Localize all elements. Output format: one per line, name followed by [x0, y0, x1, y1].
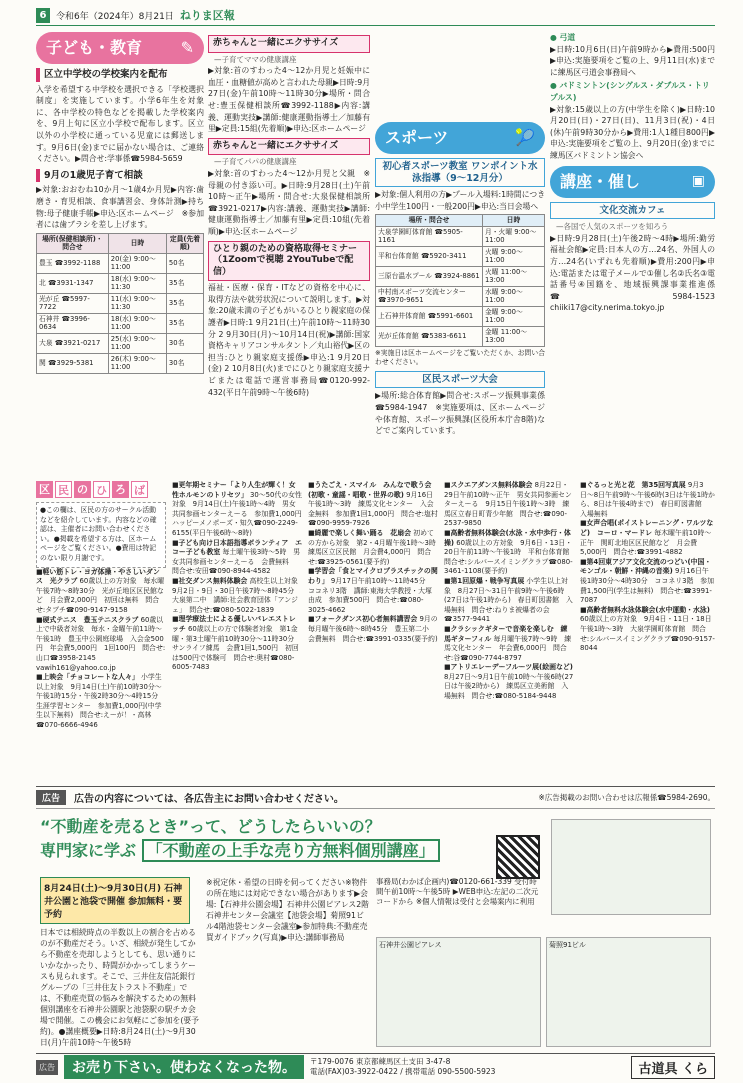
item-body: 9月16日午後1時〜3時 練馬文化センター 入会金無料 参加費1回1,000円 問合せ:塩村☎090-9959-7926 [308, 490, 438, 528]
ad-bar-text: 広告の内容については、各広告主にお問い合わせください。 [74, 794, 344, 805]
column-sports [375, 32, 545, 472]
table-cell: 中村南スポーツ交流センター ☎3970-9651 [376, 286, 483, 306]
list-item [308, 567, 438, 615]
footer-ad-label: 広告 [36, 1060, 58, 1075]
section-title-kids: 子ども・教育 [46, 38, 143, 58]
item-body: 8月22日・29日午前10時〜正午 男女共同参画センターえーる 9月15日午後1時〜3時 練馬区立春日町青少年館 問合せ:☎090-2537-9850 [444, 481, 572, 528]
section-header-kids [36, 32, 204, 64]
banner-char: ば [131, 481, 148, 498]
item-title: ■軽い筋トレ・ヨガ体操・やさしいダンス 光クラブ [36, 567, 160, 586]
header-rule [36, 25, 715, 26]
article-body-kumin-sports: ▶場所:総合体育館▶問合せ:スポーツ振興事業係☎5984-1947 ※実施要項は、区ホームページや体育館、スポーツ振興課(区役所本庁舎8階)などでご案内しています。 [375, 391, 545, 436]
item-body: 毎土曜午後3時〜5時 男女共同参画センターえーる 会費無料 問合せ:安田☎090-8944-4582 [172, 548, 301, 576]
swim-note: ※実施日は区ホームページをご覧いただくか、お問い合わせください。 [375, 348, 545, 366]
ad-headline-1: “不動産を売るとき”って、どうしたらいいの？ [40, 817, 381, 836]
table-cell: 豊玉 ☎3992-1188 [37, 253, 109, 273]
table-row [37, 333, 204, 353]
table-row [376, 226, 545, 246]
article-title-swim: 初心者スポーツ教室 ワンポイント水泳指導（9〜12月分） [375, 158, 545, 187]
item-body: 60歳以上で中級者対象 毎水・金曜午前11時〜午後1時 豊玉中公園庭球場 入会金500円 年会費5,000円 1回100円 問合せ:山口☎3958-2145 vawih161@yahoo.co.jp [36, 615, 166, 672]
list-item [172, 576, 305, 615]
column-sports-lecture [550, 32, 715, 472]
list-item [580, 606, 715, 654]
footer-shop: 古道具 くら [631, 1056, 715, 1079]
item-title: ■ぐるっと光と花 第35回写真展 [580, 481, 686, 489]
banner-char: ひ [93, 481, 110, 498]
item-title: ■うたごえ・スマイル みんなで歌う会(初歌・童謡・唱歌・世界の歌) [308, 481, 432, 499]
item-title: ■第4回東アジア文化交流のつどい(中国・モンゴル・朝鮮・沖縄の音楽) [580, 557, 712, 576]
ad-label: 広告 [36, 790, 66, 805]
banner-char: 区 [36, 481, 53, 498]
table-cell: 大泉学園町体育館 ☎5905-1161 [376, 226, 483, 246]
book-photo [551, 819, 711, 915]
table-cell: 北 ☎3931-1347 [37, 273, 109, 293]
hiroba-col-1 [36, 481, 166, 771]
list-item [308, 481, 438, 529]
item-body: 8月27日〜9月1日午前10時〜午後6時(27日は午後2時から) 練馬区立美術館 入場無料 問合せ:☎080-5184-9448 [444, 672, 574, 701]
table-cell: 大泉 ☎3921-0217 [37, 333, 109, 353]
item-title: ■硬式テニス 豊玉テニスクラブ [36, 615, 139, 624]
section-title-sports: スポーツ [385, 128, 449, 148]
event-name-kyudo: ● 弓道 [550, 33, 576, 42]
article-sub-baby-papa: —子育てパパの健康講座 [214, 157, 297, 167]
item-body: 9月16日午後1時30分〜4時30分 ココネリ3階 参加費1,500円(学生は無料) 問合せ:☎3991-7087 [580, 567, 715, 605]
item-body: 9月の毎月曜午後6時〜8時45分 豊玉第二小 会費無料 問合せ:☎3991-0335(要予約) [308, 615, 438, 643]
hiroba-col-2 [172, 481, 309, 771]
footer-address: 〒179-0076 東京都練馬区土支田 3-47-8 [310, 1057, 451, 1066]
item-title: ■女声合唱(ポイストレーニング・ワルツなど) コーロ・マードレ [580, 519, 714, 537]
kids-icon: ✎ [180, 38, 194, 58]
item-body: 30〜50代の女性対象 9月14日(土)午後1時〜4時 男女共同参画センターえーる 参加費1,000円 ハッピーメノポーズ・知久☎090-2249-6155(平日午後6時〜8時) [172, 490, 309, 537]
advertisement [36, 786, 715, 1054]
item-title: ■高齢者無料体験会(水泳・水中歩行・体操) [444, 528, 571, 547]
hiroba-col-3 [308, 481, 443, 771]
list-item [444, 663, 574, 701]
table-cell: 18(水) 9:00〜11:30 [108, 273, 166, 293]
item-body: 毎月曜午後7時〜9時 練馬文化センター 年会費6,000円 問合せ:谷☎090-7744-8797 [444, 634, 572, 662]
map-shakujii [376, 937, 541, 1047]
map-ikebukuro [546, 937, 711, 1047]
column-exercise [208, 32, 370, 472]
item-body: 高校生以上対象 9月2日・9日・30日午後7時〜8時45分 大泉第二中 講師:社会教育団体「アンジェ」 問合せ:☎080-5022-1839 [172, 576, 305, 614]
table-cell: 上石神井体育館 ☎5991-6601 [376, 306, 483, 326]
tennis-racket-icon: 🎾 [515, 128, 535, 148]
article-title-baby-papa: 赤ちゃんと一緒にエクササイズ [208, 138, 370, 156]
item-title: ■子ども向け日本語指導ボランティア エコー子ども教室 [172, 538, 302, 557]
ad-body-2: ※祝定休・希望の日時を伺ってください※物件の所在地には対応できない場合があります▶会場:【石神井公園会場】石神井公園ピアレス2階石神井センター会議室【池袋会場】菊照91ビル4階池袋センター会議室▶参加特典:不動産売買ガイドブック(写真)▶申込:講師事務局 [206, 878, 369, 942]
table-cell: 光が丘 ☎5997-7722 [37, 293, 109, 313]
item-title: ■アトリエレーデーフルーツ展(絵画など) [444, 663, 573, 672]
article-sub-baby-mama: —子育てママの健康講座 [214, 54, 297, 64]
table-row [37, 273, 204, 293]
item-title: ■社交ダンス無料体験会 [172, 576, 248, 585]
banner-char: の [74, 481, 91, 498]
ad-contact: 事務局(わかば企画内)☎0120-661-339 受付時間午前10時〜午後5時 ▶WEB申込:左記の二次元コードから ※個人情報は受付と会場案内に利用 [376, 877, 539, 906]
article-body-baby-papa: ▶対象:首のすわった4〜12か月児と父親 ※母親の付き添い可。▶日時:9月28日(土)午前10時〜正午▶場所・問合せ:大泉保健相談所☎3921-0217▶内容:講義、運動実技▶講師:健康運動指導士／加藤有里▶定員:10組(先着順)▶申込:区ホームページ [208, 168, 370, 236]
table-header: 定員(先着順) [166, 233, 203, 253]
table-cell: 光が丘体育館 ☎5383-6611 [376, 326, 483, 346]
list-item [172, 539, 302, 577]
ad-bar-note: ※広告掲載のお問い合わせは広報係☎5984-2690。 [538, 793, 715, 802]
banner-char: 民 [55, 481, 72, 498]
item-title: ■第1回原爆・戦争写真展 [444, 576, 525, 585]
article-body-consult: ▶対象:おおむね10か月〜1歳4か月児▶内容:歯磨き・育児相談、食事講習会、身体計測▶持ち物:母子健康手帳▶申込:区ホームページ ※参加者には歯ブラシを差し上げます。 [36, 185, 204, 230]
item-title: ■スクエアダンス無料体験会 [444, 481, 533, 489]
article-body-cafe: ▶日時:9月28日(土)午後2時〜4時▶場所:勤労福祉会館▶定員:日本人の方…24名、外国人の方…24名(いずれも先着順)▶費用:200円▶申込:電話または電子メールで①催し名②氏名③電話番号④国籍を、地域振興課事業推進係☎5984-1523 chiiki17@city.nerima.tokyo.jp [550, 233, 715, 313]
item-title: ■学習会「食とマイクロプラスチックの関わり」 [308, 567, 438, 585]
item-title: ■更年期セミナー「より人生が輝く！女性ホルモンのトリセツ」 [172, 481, 296, 499]
item-body: 60歳以上の方対象 9月4日・11日・18日午後1時〜3時 大泉学園町体育館 問合せ:シルバースイミングクラブ☎090-9157-8044 [580, 615, 715, 653]
list-item [308, 528, 443, 567]
event-body-kyudo: ▶日時:10月6日(日)午前9時から▶費用:500円▶申込:実施要項をご覧の上、9月11日(水)までに練馬区弓道会事務局へ [550, 44, 715, 77]
ad-headline-2-boxed: 「不動産の上手な売り方無料個別講座」 [142, 839, 440, 862]
table-cell: 石神井 ☎3996-0634 [37, 313, 109, 333]
ad-headline-2-prefix: 専門家に学ぶ [40, 841, 137, 860]
article-title-baby-mama: 赤ちゃんと一緒にエクササイズ [208, 35, 370, 53]
table-header: 日時 [482, 215, 544, 227]
table-cell: 35名 [166, 273, 203, 293]
list-item [580, 519, 715, 557]
table-header: 場所・問合せ [376, 215, 483, 227]
table-cell: 25(水) 9:00〜11:00 [108, 333, 166, 353]
table-header: 日時 [108, 233, 166, 253]
hiroba-banner [36, 481, 166, 498]
list-item [172, 481, 309, 539]
article-body-school: 入学を希望する中学校を選択できる「学校選択制度」を実施しています。小学6年生を対象に、各中学校の特色などを掲載した学校案内を、9月上旬に区立小学校で配布します。区立以外の小学校に通っている児童には郵送します。9月6日(金)までに届かない場合は、ご連絡ください。▶問合せ:学事係☎5984-5659 [36, 84, 204, 164]
article-title-kumin-sports: 区民スポーツ大会 [375, 371, 545, 389]
table-cell: 50名 [166, 253, 203, 273]
article-body-single-parent: 福祉・医療・保育・ITなどの資格を中心に、取得方法や就労状況について説明します。▶対象:20歳未満の子どもがいるひとり親家庭の保護者▶日時:1 9月21日(土)午前10時〜11時30分 2 9月30日(月)〜10月14日(祝)▶講師:国家資格キャリアコンサルタント／丸山裕代▶区の担当:ひとり親家庭支援係▶申込:1 9月20日(金) 2 10月8日(火)までにひとり親家庭支援ナビまたは電話で運営事務局☎0120-992-432(平日午前9時〜午後6時) [208, 283, 370, 397]
table-row [37, 313, 204, 333]
table-cell: 11(水) 9:00〜11:30 [108, 293, 166, 313]
page-header [36, 6, 235, 24]
section-title-lecture: 講座・催し [560, 171, 641, 191]
table-row [376, 306, 545, 326]
table-cell: 月・火曜 9:00〜11:00 [482, 226, 544, 246]
list-item [580, 481, 715, 519]
item-body: 60歳以上の方で体験者対象 第1金曜・第3土曜午前10時30分〜11時30分 サンライフ練馬 会費1回1,500円 初回は500円で体験可 問合せ:奥村☎080-6005-7483 [172, 624, 302, 672]
banner-char: ろ [112, 481, 129, 498]
item-body: 9月3日〜8日午前9時〜午後6時(3日は午後1時から、8日は午後4時まで) 春日町図書館 入場無料 [580, 481, 715, 518]
table-cell: 関 ☎3929-5381 [37, 353, 109, 373]
table-header: 場所(保健相談所)・問合せ [37, 233, 109, 253]
list-item [36, 673, 166, 731]
hiroba-col-4 [444, 481, 577, 771]
list-item [308, 615, 438, 644]
item-title: ■上映会「チョコレートな人々」 [36, 673, 139, 682]
consult-schedule-table [36, 233, 204, 374]
table-row [37, 353, 204, 373]
item-body: 60歳以上の方対象 毎水曜午後7時〜8時30分 光が丘地区区民館など 月会費2,000円 初回は無料 問合せ:タブチ☎090-9147-9158 [36, 577, 165, 614]
list-item [36, 568, 166, 616]
list-item [172, 615, 302, 673]
table-cell: 35名 [166, 313, 203, 333]
table-cell: 金曜 9:00〜11:00 [482, 306, 544, 326]
presentation-icon: ▣ [691, 172, 705, 189]
table-row [376, 266, 545, 286]
list-item [444, 577, 574, 625]
article-title-cafe: 文化交流カフェ [550, 202, 715, 220]
list-item [444, 528, 577, 577]
table-row [376, 326, 545, 346]
item-body: 初めての方から対象 第2・4月曜午後1時〜3時 練馬区立区民館 月会費4,000円 問合せ:☎3925-0561(要予約) [308, 528, 443, 566]
table-cell: 火曜 11:00〜13:00 [482, 266, 544, 286]
event-body-badminton: ▶対象:15歳以上の方(中学生を除く)▶日時:10月20日(日)・27日(日)、11月3日(祝)・4日(休)午前9時30分から▶費用:1人1種目800円▶申込:実施要項をご覧の上、9月20日(金)までに練馬区バドミントン協会へ [550, 104, 715, 160]
footer-phone: 電話(FAX)03-3922-0422 / 携帯電話 090-5500-5923 [310, 1067, 496, 1076]
article-title-consult: 9月の1歳児子育て相談 [36, 169, 204, 183]
table-row [37, 293, 204, 313]
item-title: ■理学療法士による優しいバレエストレッチ [172, 615, 296, 633]
item-body: 小学生以上対象 8月27日〜31日午前9時〜午後6時(27日は午後1時から) 春日町図書館 入場無料 問合せ:ねりま被爆者の会☎3577-9441 [444, 576, 573, 624]
ad-bar [36, 787, 715, 809]
table-row [376, 286, 545, 306]
table-row [37, 253, 204, 273]
publication-logo: ねりま区報 [179, 9, 235, 22]
table-cell: 20(金) 9:00〜11:00 [108, 253, 166, 273]
section-header-lecture [550, 166, 715, 198]
table-cell: 金曜 11:00〜13:00 [482, 326, 544, 346]
event-name-badminton-label: バドミントン(シングルス・ダブルス・トリプルス) [550, 81, 710, 102]
table-cell: 三原台温水プール ☎3924-8861 [376, 266, 483, 286]
section-hiroba [36, 481, 715, 771]
table-cell: 水曜 9:00〜11:00 [482, 286, 544, 306]
list-item [444, 481, 574, 529]
article-body-swim: ▶対象:個人利用の方▶プール入場料:1時間につき小中学生100円・一般200円▶申込:当日会場へ [375, 190, 545, 211]
table-cell: 平和台体育館 ☎5920-3411 [376, 246, 483, 266]
column-kids [36, 32, 204, 472]
list-item [36, 616, 166, 674]
list-item [580, 558, 715, 606]
item-body: 60歳以上の方対象 9月6日・13日・20日午前11時〜午後1時 平和台体育館 問合せ:シルバースイミングクラブ☎080-3461-1108(要予約) [444, 538, 577, 576]
footer-ad [36, 1054, 715, 1080]
article-body-baby-mama: ▶対象:首のすわった4〜12か月児と妊娠中に血圧・血糖値が高めと言われた母親▶日時:9月27日(金)午前10時〜11時30分▶場所・問合せ:豊玉保健相談所☎3992-1188▶内容:講義、運動実技▶講師:健康運動指導士／加藤有里▶定員:15組(先着順)▶申込:区ホームページ [208, 66, 370, 134]
hiroba-col-5 [580, 481, 715, 771]
table-cell: 30名 [166, 333, 203, 353]
swim-schedule-table [375, 214, 545, 347]
table-cell: 35名 [166, 293, 203, 313]
ad-body-1: 日本では相続時点の半数以上の割合を占めるのが不動産だそう。いざ、相続が発生してから不動産を売却しようとしても、思い通りにいかなかったり、時間がかかってしまうケースも見られます。そこで、三井住友信託銀行グループの「三井住友トラスト不動産」では、不動産売買の悩みを解決するための無料個別講座を石神井公園駅と池袋駅の駅チカ会場で開催。この機会にお気軽にご参加を(要予約)。●講座概要▶日時:8月24日(土)〜9月30日(月)午前10時〜午後5時 [40, 928, 199, 1047]
issue-date: 令和6年（2024年）8月21日 [56, 11, 174, 22]
item-body: 9月17日午前10時〜11時45分 ココネリ3階 講師:東海大学教授・大塚由成 参加費500円 問合せ:☎080-3025-4662 [308, 576, 433, 614]
qr-code-icon[interactable] [496, 835, 540, 879]
item-body: 毎木曜午前10時〜正午 関町北地区区民館など 月会費5,000円 問合せ:☎3991-4882 [580, 528, 712, 557]
map-label: 菊照91ビル [549, 941, 586, 949]
table-cell: 火曜 9:00〜11:00 [482, 246, 544, 266]
item-body: 小学生以上対象 9月14日(土)午前10時30分〜午後1時15分・午後2時30分〜4時15分 生涯学習センター 参加費1,000円(中学生以下無料) 問合せ:えーが！・高林☎070-6666-4946 [36, 673, 166, 730]
table-cell: 26(木) 9:00〜11:00 [108, 353, 166, 373]
hiroba-note: ●この欄は、区民の方のサークル活動などを紹介しています。内容などの確認は、主催者にお問い合わせください。●掲載を希望する方は、区ホームページをご覧ください。●費用は特記のない限り月謝です。 [36, 502, 166, 568]
table-row [376, 246, 545, 266]
event-name-badminton: ● バドミントン(シングルス・ダブルス・トリプルス) [550, 81, 710, 102]
item-title: ■クラシックギターで音楽を楽しむ 練馬ギターフィル [444, 624, 568, 643]
item-title: ■綺麗で楽しく舞い踊る 花扇会 [308, 528, 411, 537]
page-number: 6 [36, 8, 50, 23]
table-cell: 30名 [166, 353, 203, 373]
map-label: 石神井公園ピアレス [379, 941, 442, 949]
ad-date-box: 8月24日(土)〜9月30日(月) 石神井公園と池袋で開催 参加無料・要予約 [40, 877, 190, 924]
article-title-single-parent: ひとり親のための資格取得セミナー（1Zoomで視聴 2YouTubeで配信） [208, 241, 370, 282]
table-cell: 18(水) 9:00〜11:00 [108, 313, 166, 333]
footer-catch: お売り下さい。使わなくなった物。 [64, 1055, 304, 1079]
article-sub-cafe: —各国で人気のスポーツを知ろう [556, 222, 669, 232]
list-item [444, 625, 574, 663]
footer-contact [310, 1057, 495, 1077]
item-title: ■高齢者無料水泳体験会(水中運動・水泳) [580, 605, 710, 614]
event-name-kyudo-label: 弓道 [559, 33, 576, 42]
article-title-school: 区立中学校の学校案内を配布 [36, 68, 204, 82]
section-header-sports [375, 122, 545, 154]
item-title: ■フォークダンス初心者無料講習会 [308, 615, 418, 624]
